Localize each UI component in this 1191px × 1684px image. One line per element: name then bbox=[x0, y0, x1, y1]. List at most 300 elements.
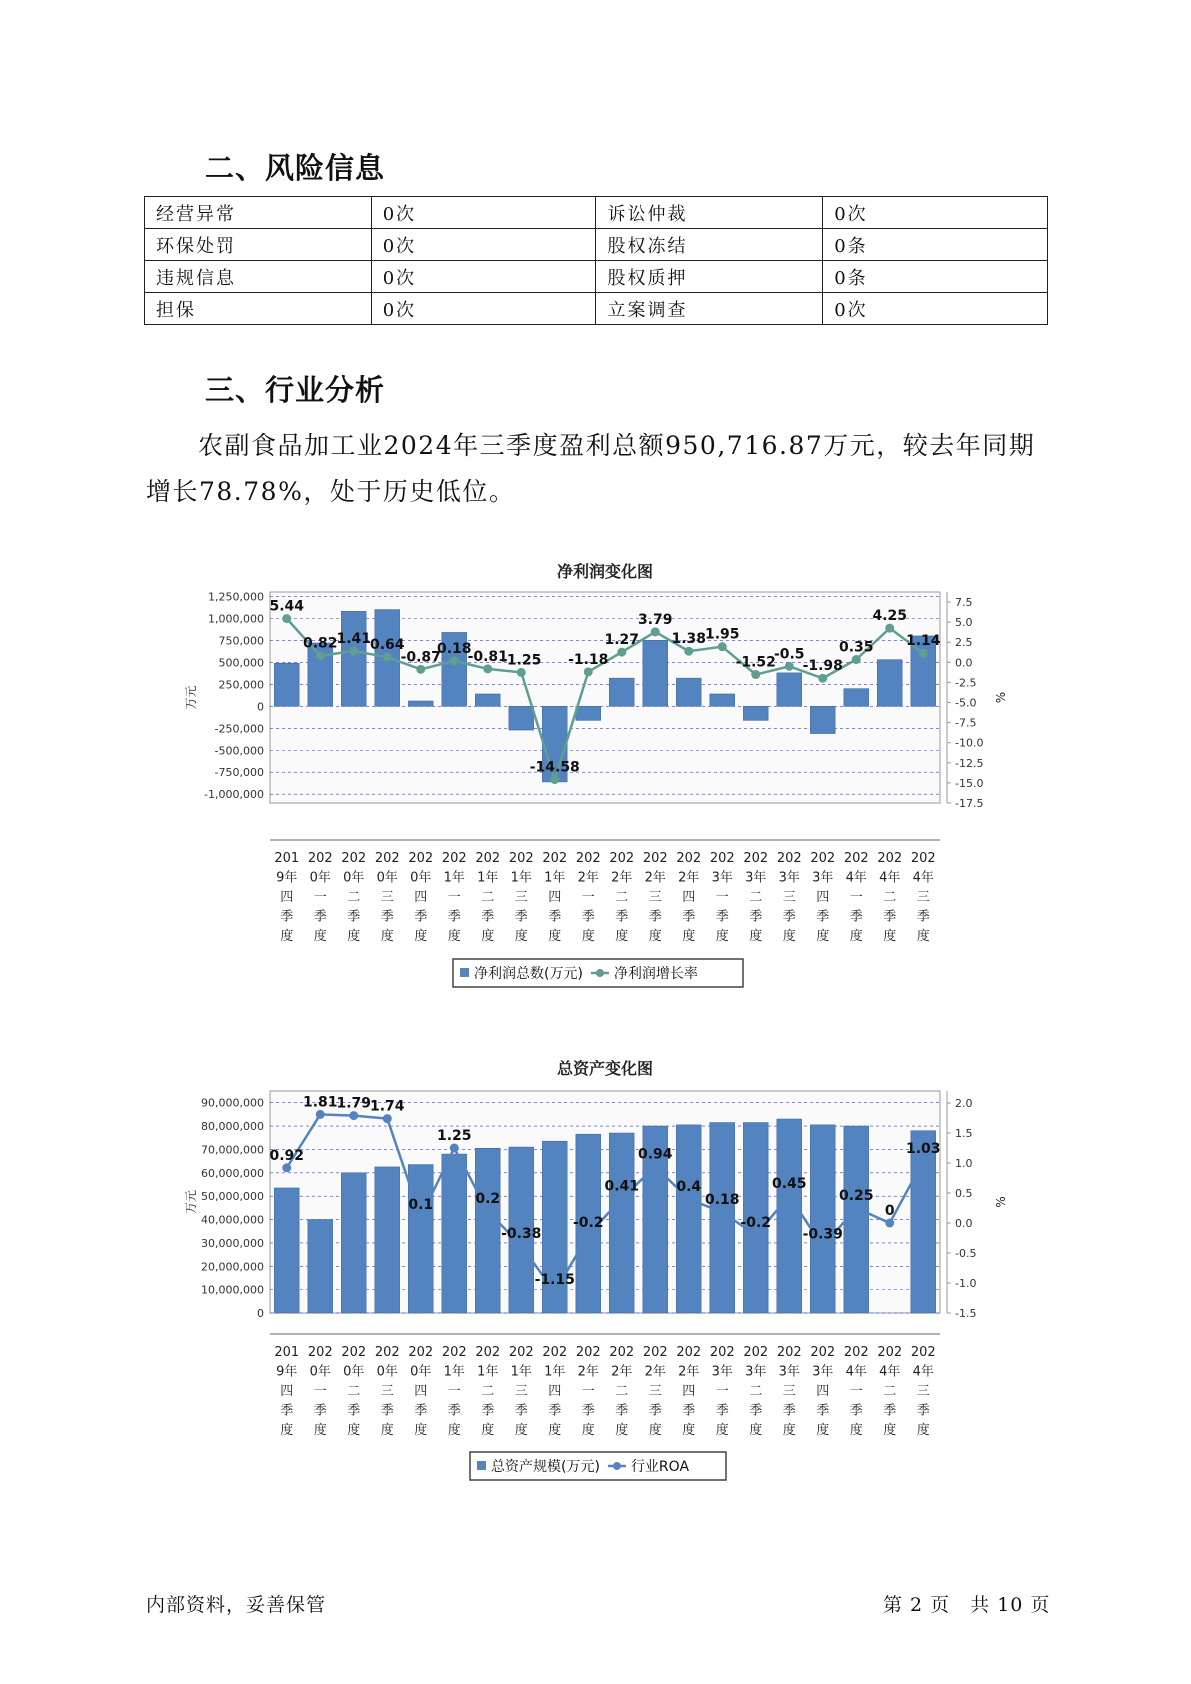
svg-text:202: 202 bbox=[609, 851, 635, 866]
svg-text:202: 202 bbox=[475, 1345, 501, 1360]
legend-line-marker bbox=[596, 969, 604, 977]
svg-text:季: 季 bbox=[615, 909, 629, 925]
svg-text:度: 度 bbox=[749, 929, 763, 944]
data-label: 1.14 bbox=[905, 633, 941, 650]
svg-text:季: 季 bbox=[280, 1403, 294, 1419]
data-label: 4.25 bbox=[872, 608, 908, 625]
svg-text:2年: 2年 bbox=[577, 1364, 599, 1380]
data-label: 5.44 bbox=[269, 598, 305, 615]
svg-text:季: 季 bbox=[548, 1403, 562, 1419]
x-tick-label bbox=[844, 1345, 869, 1438]
bar bbox=[576, 706, 601, 720]
line-point bbox=[584, 1231, 593, 1240]
bar bbox=[509, 706, 534, 730]
line-point bbox=[550, 1288, 559, 1297]
svg-text:季: 季 bbox=[615, 1403, 629, 1419]
data-label: 1.41 bbox=[336, 630, 372, 647]
svg-text:季: 季 bbox=[380, 909, 394, 925]
x-tick-label bbox=[643, 851, 668, 944]
svg-text:度: 度 bbox=[280, 929, 294, 944]
svg-text:度: 度 bbox=[447, 1423, 461, 1438]
y-tick-label: -1,000,000 bbox=[204, 788, 264, 802]
x-tick-label bbox=[408, 1345, 433, 1438]
y2-tick-label: -10.0 bbox=[955, 736, 984, 750]
risk-info-table bbox=[144, 196, 1048, 325]
svg-text:季: 季 bbox=[883, 1403, 897, 1419]
legend-line-label: 净利润增长率 bbox=[613, 966, 698, 982]
svg-text:度: 度 bbox=[481, 929, 495, 944]
svg-text:三: 三 bbox=[380, 1384, 394, 1399]
svg-text:1年: 1年 bbox=[443, 870, 465, 886]
y2-axis-label: % bbox=[994, 691, 1008, 704]
bar bbox=[810, 706, 835, 733]
svg-text:一: 一 bbox=[581, 890, 595, 905]
svg-text:二: 二 bbox=[615, 890, 629, 905]
svg-text:一: 一 bbox=[715, 1384, 729, 1399]
svg-text:3年: 3年 bbox=[778, 1364, 800, 1380]
x-tick-label bbox=[509, 851, 534, 944]
svg-text:三: 三 bbox=[782, 1384, 796, 1399]
svg-text:202: 202 bbox=[810, 851, 836, 866]
data-label: 0.18 bbox=[704, 1192, 740, 1209]
y2-tick-label: -1.0 bbox=[955, 1277, 977, 1290]
svg-text:季: 季 bbox=[313, 1403, 327, 1419]
svg-text:一: 一 bbox=[447, 1384, 461, 1399]
net-profit-chart-svg bbox=[150, 545, 1008, 985]
x-tick-label bbox=[341, 1345, 366, 1438]
svg-text:一: 一 bbox=[849, 890, 863, 905]
y2-tick-label: 1.5 bbox=[955, 1127, 973, 1140]
section-title-risk: 二、风险信息 bbox=[205, 151, 386, 185]
data-label: 0.35 bbox=[838, 639, 874, 656]
y-tick-label: 1,250,000 bbox=[208, 590, 264, 604]
svg-text:一: 一 bbox=[447, 890, 461, 905]
data-label: 1.74 bbox=[369, 1098, 405, 1115]
svg-text:季: 季 bbox=[581, 909, 595, 925]
svg-text:季: 季 bbox=[347, 909, 361, 925]
data-label: -0.81 bbox=[467, 648, 508, 665]
plot-area bbox=[270, 592, 940, 803]
svg-text:三: 三 bbox=[916, 890, 930, 905]
line-point bbox=[852, 1204, 861, 1213]
risk-table-row bbox=[145, 261, 1048, 293]
x-tick-label bbox=[442, 1345, 467, 1438]
bar bbox=[475, 1148, 500, 1313]
line-point bbox=[818, 674, 827, 683]
risk-item-value: 0次 bbox=[823, 293, 1048, 325]
data-label: 1.25 bbox=[436, 1128, 472, 1144]
x-tick-label bbox=[911, 1345, 936, 1438]
line-point bbox=[450, 1144, 459, 1153]
svg-text:季: 季 bbox=[816, 1403, 830, 1419]
svg-text:3年: 3年 bbox=[812, 1364, 834, 1380]
svg-text:二: 二 bbox=[749, 1384, 763, 1399]
risk-item-label: 担保 bbox=[145, 293, 372, 325]
svg-text:季: 季 bbox=[313, 909, 327, 925]
svg-text:度: 度 bbox=[347, 1423, 361, 1438]
svg-text:季: 季 bbox=[514, 909, 528, 925]
svg-text:9年: 9年 bbox=[276, 1364, 298, 1380]
x-tick-label bbox=[308, 1345, 333, 1438]
svg-text:4年: 4年 bbox=[845, 870, 867, 886]
svg-text:度: 度 bbox=[313, 1423, 327, 1438]
svg-text:度: 度 bbox=[380, 929, 394, 944]
y-tick-label: 500,000 bbox=[218, 656, 264, 670]
svg-text:202: 202 bbox=[709, 1345, 735, 1360]
risk-item-label: 股权质押 bbox=[596, 261, 823, 293]
line-point bbox=[818, 1242, 827, 1251]
bar bbox=[274, 1188, 299, 1313]
svg-text:度: 度 bbox=[682, 929, 696, 944]
svg-text:四: 四 bbox=[548, 1384, 562, 1399]
y-tick-label: 50,000,000 bbox=[201, 1190, 264, 1204]
line-point bbox=[617, 648, 626, 657]
bar bbox=[777, 1119, 802, 1313]
line-point bbox=[584, 667, 593, 676]
svg-text:季: 季 bbox=[715, 909, 729, 925]
legend-bar-swatch bbox=[460, 968, 469, 977]
svg-text:4年: 4年 bbox=[879, 1364, 901, 1380]
y-tick-label: -500,000 bbox=[214, 744, 264, 758]
y2-axis-label: % bbox=[994, 1196, 1008, 1208]
x-tick-label bbox=[911, 851, 936, 944]
line-point bbox=[919, 649, 928, 658]
bar bbox=[308, 1220, 333, 1313]
svg-text:度: 度 bbox=[715, 1423, 729, 1438]
x-tick-label bbox=[743, 851, 768, 944]
svg-text:度: 度 bbox=[414, 1423, 428, 1438]
svg-text:二: 二 bbox=[481, 890, 495, 905]
x-tick-label bbox=[877, 851, 902, 944]
x-tick-label bbox=[710, 851, 735, 944]
svg-text:度: 度 bbox=[883, 929, 897, 944]
y-axis-label: 万元 bbox=[184, 685, 198, 710]
svg-text:202: 202 bbox=[441, 851, 467, 866]
x-tick-label bbox=[777, 851, 802, 944]
y2-tick-label: -1.5 bbox=[955, 1307, 977, 1320]
y2-tick-label: 1.0 bbox=[955, 1157, 973, 1170]
x-tick-label bbox=[743, 1345, 768, 1438]
svg-text:202: 202 bbox=[408, 1345, 434, 1360]
y2-tick-label: 0.5 bbox=[955, 1187, 973, 1200]
svg-text:二: 二 bbox=[347, 1384, 361, 1399]
data-label: -0.5 bbox=[773, 646, 805, 663]
svg-text:202: 202 bbox=[843, 1345, 869, 1360]
x-tick-label bbox=[475, 851, 500, 944]
svg-text:四: 四 bbox=[414, 1384, 428, 1399]
svg-text:201: 201 bbox=[274, 1345, 300, 1360]
y2-tick-label: -2.5 bbox=[955, 676, 977, 690]
svg-text:四: 四 bbox=[682, 890, 696, 905]
svg-text:4年: 4年 bbox=[879, 870, 901, 886]
data-label: 3.79 bbox=[637, 611, 673, 628]
y-axis-label: 万元 bbox=[184, 1189, 198, 1215]
line-point bbox=[684, 647, 693, 656]
y-tick-label: 0 bbox=[257, 700, 264, 714]
svg-text:3年: 3年 bbox=[778, 870, 800, 886]
svg-text:202: 202 bbox=[642, 1345, 668, 1360]
bar bbox=[341, 611, 366, 706]
x-tick-label bbox=[542, 851, 567, 944]
svg-text:202: 202 bbox=[642, 851, 668, 866]
svg-text:季: 季 bbox=[682, 909, 696, 925]
svg-text:四: 四 bbox=[548, 890, 562, 905]
svg-text:3年: 3年 bbox=[812, 870, 834, 886]
y-tick-label: 70,000,000 bbox=[201, 1143, 264, 1157]
svg-text:三: 三 bbox=[648, 1384, 662, 1399]
svg-text:202: 202 bbox=[341, 851, 367, 866]
risk-item-label: 环保处罚 bbox=[145, 229, 372, 261]
svg-text:一: 一 bbox=[849, 1384, 863, 1399]
line-point bbox=[517, 1241, 526, 1250]
svg-text:二: 二 bbox=[481, 1384, 495, 1399]
data-label: -0.38 bbox=[501, 1225, 542, 1242]
risk-table-row bbox=[145, 293, 1048, 325]
svg-text:202: 202 bbox=[843, 851, 869, 866]
svg-text:202: 202 bbox=[374, 1345, 400, 1360]
line-point bbox=[349, 646, 358, 655]
line-point bbox=[751, 670, 760, 679]
svg-text:2年: 2年 bbox=[611, 1364, 633, 1380]
x-tick-label bbox=[308, 851, 333, 944]
svg-text:度: 度 bbox=[280, 1423, 294, 1438]
risk-table-row bbox=[145, 197, 1048, 229]
svg-text:度: 度 bbox=[883, 1423, 897, 1438]
line-point bbox=[450, 656, 459, 665]
y-tick-label: 750,000 bbox=[218, 634, 264, 648]
svg-text:9年: 9年 bbox=[276, 870, 298, 886]
svg-text:季: 季 bbox=[883, 909, 897, 925]
svg-text:度: 度 bbox=[514, 1423, 528, 1438]
svg-text:2年: 2年 bbox=[644, 870, 666, 886]
x-tick-label bbox=[442, 851, 467, 944]
risk-item-value: 0次 bbox=[371, 293, 596, 325]
svg-text:度: 度 bbox=[916, 1423, 930, 1438]
svg-text:202: 202 bbox=[408, 851, 434, 866]
svg-text:三: 三 bbox=[514, 890, 528, 905]
svg-text:4年: 4年 bbox=[912, 1364, 934, 1380]
svg-text:1年: 1年 bbox=[544, 870, 566, 886]
svg-text:202: 202 bbox=[776, 1345, 802, 1360]
data-label: 0.64 bbox=[369, 637, 405, 654]
bar bbox=[777, 673, 802, 706]
industry-summary bbox=[146, 423, 1046, 515]
x-tick-label bbox=[375, 851, 400, 944]
svg-text:0年: 0年 bbox=[343, 1364, 365, 1380]
line-point bbox=[282, 1163, 291, 1172]
bar bbox=[877, 660, 902, 707]
svg-text:202: 202 bbox=[374, 851, 400, 866]
bar bbox=[442, 1154, 467, 1313]
line-point bbox=[718, 1208, 727, 1217]
svg-text:202: 202 bbox=[743, 1345, 769, 1360]
data-label: 0.2 bbox=[475, 1191, 501, 1207]
bar bbox=[274, 663, 299, 706]
footer-confidential-note: 内部资料，妥善保管 bbox=[146, 1594, 327, 1616]
svg-text:度: 度 bbox=[682, 1423, 696, 1438]
svg-text:一: 一 bbox=[313, 1384, 327, 1399]
svg-text:季: 季 bbox=[447, 1403, 461, 1419]
line-point bbox=[885, 624, 894, 633]
x-tick-label bbox=[375, 1345, 400, 1438]
svg-text:0年: 0年 bbox=[309, 870, 331, 886]
svg-text:二: 二 bbox=[883, 890, 897, 905]
line-point bbox=[651, 627, 660, 636]
svg-text:0年: 0年 bbox=[309, 1364, 331, 1380]
line-point bbox=[416, 665, 425, 674]
bar bbox=[408, 701, 433, 706]
svg-text:度: 度 bbox=[514, 929, 528, 944]
svg-text:季: 季 bbox=[414, 1403, 428, 1419]
svg-text:季: 季 bbox=[816, 909, 830, 925]
svg-text:3年: 3年 bbox=[745, 1364, 767, 1380]
svg-text:一: 一 bbox=[313, 890, 327, 905]
bar bbox=[341, 1173, 366, 1313]
svg-text:度: 度 bbox=[347, 929, 361, 944]
data-label: -0.2 bbox=[572, 1215, 604, 1231]
risk-item-value: 0条 bbox=[823, 261, 1048, 293]
svg-text:202: 202 bbox=[877, 1345, 903, 1360]
svg-text:0年: 0年 bbox=[376, 1364, 398, 1380]
svg-text:度: 度 bbox=[849, 929, 863, 944]
risk-item-value: 0次 bbox=[371, 261, 596, 293]
svg-text:202: 202 bbox=[575, 851, 601, 866]
line-point bbox=[718, 642, 727, 651]
y-tick-label: 90,000,000 bbox=[201, 1096, 264, 1110]
svg-text:季: 季 bbox=[481, 1403, 495, 1419]
risk-item-label: 股权冻结 bbox=[596, 229, 823, 261]
svg-text:202: 202 bbox=[743, 851, 769, 866]
svg-text:1年: 1年 bbox=[477, 1364, 499, 1380]
data-label: -1.98 bbox=[802, 658, 843, 675]
bar bbox=[710, 694, 735, 706]
y-tick-label: 30,000,000 bbox=[201, 1236, 264, 1250]
data-label: 0.94 bbox=[637, 1146, 673, 1163]
svg-text:4年: 4年 bbox=[912, 870, 934, 886]
line-point bbox=[517, 668, 526, 677]
line-point bbox=[483, 664, 492, 673]
svg-text:度: 度 bbox=[715, 929, 729, 944]
total-assets-chart-svg bbox=[150, 1042, 1008, 1482]
svg-text:季: 季 bbox=[782, 1403, 796, 1419]
x-tick-label bbox=[609, 851, 634, 944]
svg-text:季: 季 bbox=[682, 1403, 696, 1419]
svg-text:1年: 1年 bbox=[443, 1364, 465, 1380]
bar bbox=[475, 694, 500, 706]
svg-text:度: 度 bbox=[648, 1423, 662, 1438]
y2-tick-label: -12.5 bbox=[955, 756, 984, 770]
svg-text:度: 度 bbox=[816, 1423, 830, 1438]
risk-item-value: 0次 bbox=[823, 197, 1048, 229]
risk-table-row bbox=[145, 229, 1048, 261]
svg-text:度: 度 bbox=[916, 929, 930, 944]
svg-text:二: 二 bbox=[749, 890, 763, 905]
y-tick-label: 250,000 bbox=[218, 678, 264, 692]
svg-text:202: 202 bbox=[877, 851, 903, 866]
line-point bbox=[651, 1162, 660, 1171]
y-tick-label: 0 bbox=[257, 1307, 264, 1320]
x-tick-label bbox=[710, 1345, 735, 1438]
svg-text:度: 度 bbox=[749, 1423, 763, 1438]
svg-text:201: 201 bbox=[274, 851, 300, 866]
line-point bbox=[885, 1219, 894, 1228]
risk-item-label: 违规信息 bbox=[145, 261, 372, 293]
svg-text:202: 202 bbox=[341, 1345, 367, 1360]
svg-text:季: 季 bbox=[749, 909, 763, 925]
y-tick-label: 1,000,000 bbox=[208, 612, 264, 626]
svg-text:度: 度 bbox=[782, 1423, 796, 1438]
svg-text:季: 季 bbox=[280, 909, 294, 925]
bar bbox=[810, 1125, 835, 1313]
y2-tick-label: 2.0 bbox=[955, 1097, 973, 1110]
net-profit-chart bbox=[150, 545, 1008, 985]
svg-text:度: 度 bbox=[548, 929, 562, 944]
svg-text:季: 季 bbox=[548, 909, 562, 925]
y2-tick-label: 0.0 bbox=[955, 1217, 973, 1230]
data-label: 1.38 bbox=[671, 631, 707, 648]
x-tick-label bbox=[576, 851, 601, 944]
legend-bar-label: 净利润总数(万元) bbox=[474, 966, 583, 982]
svg-text:二: 二 bbox=[347, 890, 361, 905]
footer-page-number: 第 2 页 共 10 页 bbox=[883, 1594, 1051, 1616]
bar bbox=[609, 678, 634, 706]
svg-text:季: 季 bbox=[849, 909, 863, 925]
svg-text:202: 202 bbox=[575, 1345, 601, 1360]
line-point bbox=[483, 1207, 492, 1216]
y-tick-label: 80,000,000 bbox=[201, 1120, 264, 1134]
svg-text:三: 三 bbox=[916, 1384, 930, 1399]
svg-text:二: 二 bbox=[883, 1384, 897, 1399]
svg-text:季: 季 bbox=[447, 909, 461, 925]
data-label: 0.4 bbox=[676, 1179, 702, 1195]
chart-title: 净利润变化图 bbox=[556, 562, 654, 581]
svg-text:2年: 2年 bbox=[678, 1364, 700, 1380]
legend-bar-label: 总资产规模(万元) bbox=[491, 1459, 600, 1475]
data-label: 0.82 bbox=[302, 635, 338, 652]
svg-text:季: 季 bbox=[715, 1403, 729, 1419]
svg-text:一: 一 bbox=[715, 890, 729, 905]
line-point bbox=[785, 662, 794, 671]
legend bbox=[470, 1452, 726, 1480]
y2-tick-label: 0.0 bbox=[955, 656, 973, 670]
line-point bbox=[684, 1195, 693, 1204]
svg-text:1年: 1年 bbox=[477, 870, 499, 886]
x-tick-label bbox=[509, 1345, 534, 1438]
svg-text:四: 四 bbox=[816, 1384, 830, 1399]
y2-tick-label: 7.5 bbox=[955, 596, 973, 610]
svg-text:季: 季 bbox=[414, 909, 428, 925]
x-tick-label bbox=[408, 851, 433, 944]
svg-text:度: 度 bbox=[481, 1423, 495, 1438]
risk-item-value: 0次 bbox=[371, 197, 596, 229]
line-point bbox=[852, 655, 861, 664]
svg-text:202: 202 bbox=[307, 851, 333, 866]
x-tick-label bbox=[877, 1345, 902, 1438]
svg-text:1年: 1年 bbox=[510, 870, 532, 886]
y2-tick-label: -17.5 bbox=[955, 797, 984, 810]
line-point bbox=[416, 1213, 425, 1222]
line-point bbox=[617, 1194, 626, 1203]
bar bbox=[375, 1167, 400, 1313]
legend-line-label: 行业ROA bbox=[630, 1459, 690, 1475]
legend-line-marker bbox=[613, 1462, 621, 1470]
bar bbox=[844, 689, 869, 707]
svg-text:季: 季 bbox=[648, 1403, 662, 1419]
y2-tick-label: -15.0 bbox=[955, 776, 984, 790]
svg-text:一: 一 bbox=[581, 1384, 595, 1399]
y-tick-label: -750,000 bbox=[214, 766, 264, 780]
x-tick-label bbox=[576, 1345, 601, 1438]
